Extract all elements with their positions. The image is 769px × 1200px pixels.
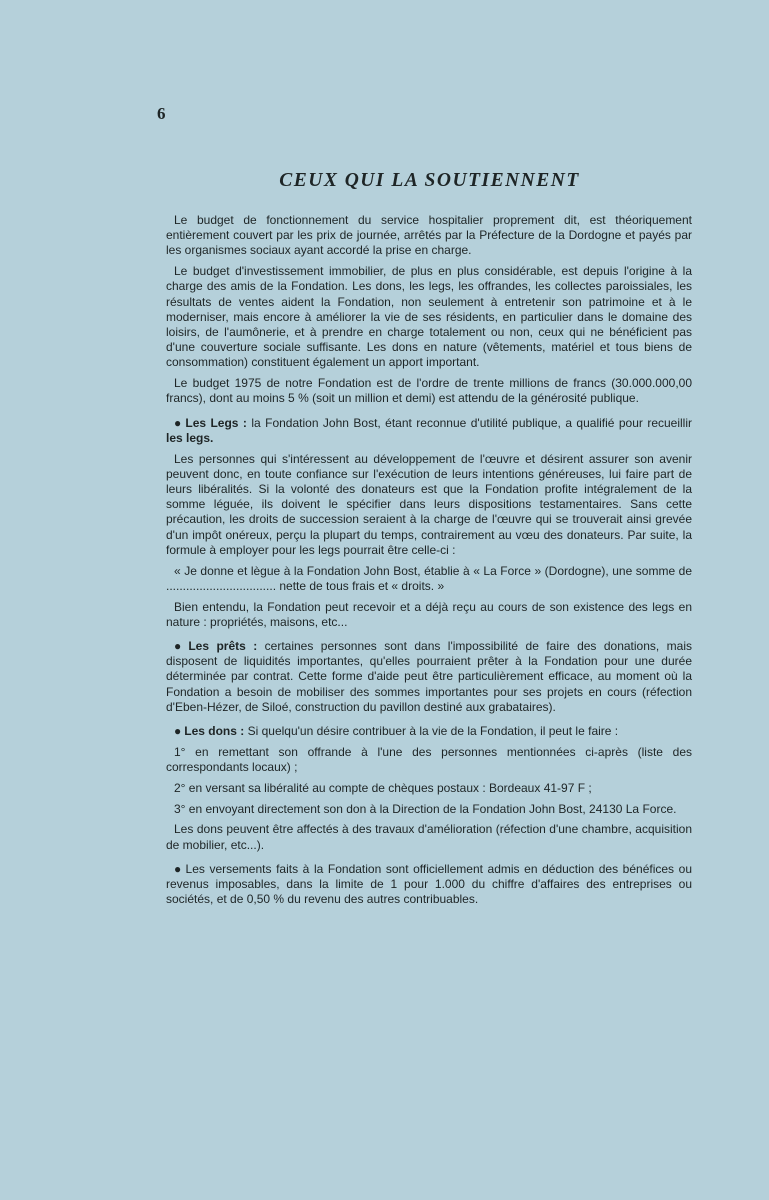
legs-bold-end: les legs.: [166, 430, 214, 445]
list-item: 3° en envoyant directement son don à la Direction de la Fondation John Bost, 24130 La Force.: [174, 801, 677, 816]
paragraph-dons-affectes: Les dons peuvent être affectés à des travaux d'amélioration (réfection d'une chambre, acquisition de mobilier, etc...).: [166, 822, 692, 852]
versements-text: Les versements faits à la Fondation sont officiellement admis en déduction des bénéfices ou revenus imposables, dans la limite de 1 pour 1.000 du chiffre d'affaires des entreprises ou sociétés, et de 0,50 % du revenu des autres contribuables.: [166, 861, 692, 907]
prets-label: Les prêts :: [188, 639, 258, 654]
paragraph-budget-fonctionnement: Le budget de fonctionnement du service hospitalier proprement dit, est théoriquement entièrement couvert par les prix de journée, arrêtés par la Préfecture de la Dordogne et payés par les organismes sociaux ayant accordé la prise en charge.: [166, 213, 692, 258]
paragraph-prets: [166, 639, 692, 715]
dons-label: Les dons :: [184, 724, 245, 739]
paragraph-dons: [166, 724, 692, 739]
paragraph-legs-nature: Bien entendu, la Fondation peut recevoir et a déjà reçu au cours de son existence des legs en nature : propriétés, maisons, etc...: [166, 599, 692, 629]
dons-text: Si quelqu'un désire contribuer à la vie de la Fondation, il peut le faire :: [244, 724, 619, 739]
bullet-icon: ●: [174, 415, 183, 430]
paragraph-versements: [166, 862, 692, 908]
legs-label: Les Legs :: [185, 415, 247, 430]
paragraph-budget-investissement: Le budget d'investissement immobilier, de plus en plus considérable, est depuis l'origine à la charge des amis de la Fondation. Les dons, les legs, les offrandes, les collectes paroissiales, les résultats de ventes aident la Fondation, non seulement à entretenir son patrimoine et à le moderniser, mais encore à améliorer la vie de ses résidents, en particulier dans le domaine des loisirs, de l'aumônerie, et à prendre en charge totalement ou non, ceux qui ne bénéficient pas d'une couverture sociale suffisante. Les dons en nature (vêtements, matériel et tous biens de consommation) constituent également un apport important.: [166, 264, 692, 370]
prets-text: certaines personnes sont dans l'impossibilité de faire des donations, mais disposent de liquidités importantes, qu'elles pourraient prêter à la Fondation pour une durée déterminée par contrat. Cette forme d'aide peut être particulièrement efficace, au moment où la Fondation a besoin de mobiliser des sommes importantes pour ses projets en cours (réfection d'Eben-Hézer, de Siloé, construction du pavillon destiné aux grabataires).: [166, 639, 692, 714]
legs-text: la Fondation John Bost, étant reconnue d'utilité publique, a qualifié pour recueillir: [246, 415, 693, 430]
bullet-icon: ●: [174, 861, 183, 876]
paragraph-budget-1975: Le budget 1975 de notre Fondation est de l'ordre de trente millions de francs (30.000.000,00 francs), dont au moins 5 % (soit un million et demi) est attendu de la générosité publique.: [166, 376, 692, 406]
bullet-icon: ●: [174, 724, 182, 739]
document-body: [166, 213, 692, 913]
paragraph-legs: [166, 416, 692, 446]
list-item: 2° en versant sa libéralité au compte de chèques postaux : Bordeaux 41-97 F ;: [174, 780, 592, 795]
bullet-icon: ●: [174, 639, 186, 654]
paragraph-legs-details: Les personnes qui s'intéressent au développement de l'œuvre et désirent assurer son avenir peuvent donc, en toute confiance sur l'exécution de leurs intentions généreuses, lui faire part de leurs libéralités. Si la volonté des donateurs est que la Fondation profite intégralement de la somme léguée, ils doivent le spécifier dans leurs dispositions testamentaires. Sans cette précaution, les droits de succession seraient à la charge de l'œuvre qui se trouverait ainsi grevée d'un impôt onéreux, perçu la plupart du temps, contrairement au vœu des donateurs. Par suite, la formule à employer pour les legs pourrait être celle-ci :: [166, 451, 692, 557]
list-item: 1° en remettant son offrande à l'une des personnes mentionnées ci-après (liste des correspondants locaux) ;: [166, 744, 692, 775]
paragraph-legs-formule: « Je donne et lègue à la Fondation John Bost, établie à « La Force » (Dordogne), une somme de ................................. nette de tous frais et « droits. »: [166, 563, 692, 593]
page-number: 6: [157, 104, 166, 123]
page-title: CEUX QUI LA SOUTIENNENT: [279, 170, 580, 191]
